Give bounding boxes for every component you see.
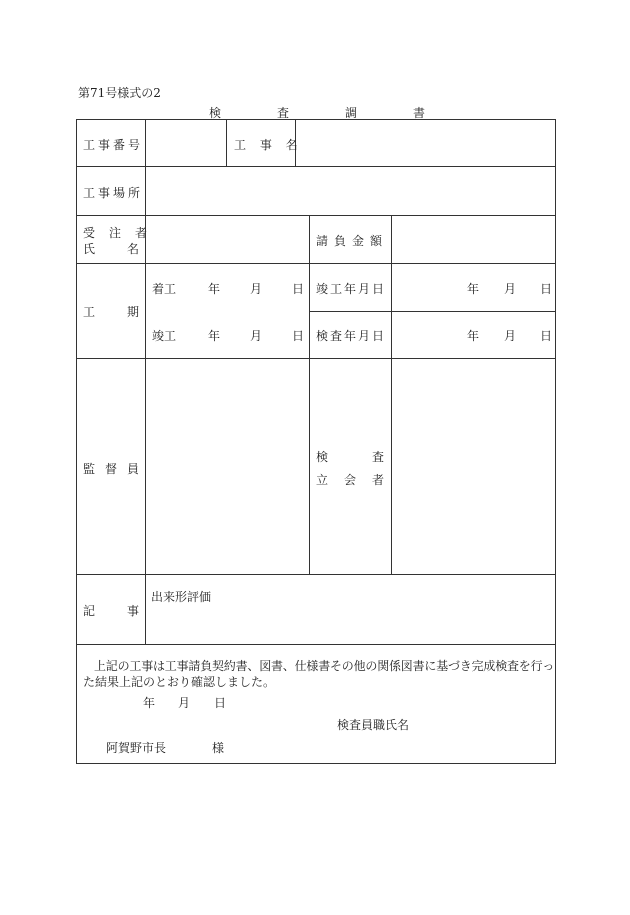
label-kantokuin-char2: 督 [104, 462, 117, 476]
label-kensa-char1: 検 [316, 450, 329, 464]
statement-line1: 上記の工事は工事請負契約書、図書、仕様書その他の関係図書に基づき完成検査を行っ [94, 659, 555, 673]
label-chakko: 着工 [152, 282, 177, 296]
label-kantokuin [83, 460, 139, 477]
label-kensa-date: 検査年月日 [316, 329, 387, 343]
shunko-date-nichi: 日 [540, 282, 553, 296]
label-kiji-char1: 記 [83, 604, 96, 618]
shunko-gatsu: 月 [250, 329, 263, 343]
label-shimei-char2: 名 [126, 242, 139, 256]
label-tachiaisha-char2: 会 [343, 473, 356, 487]
statement-date-nen: 年 [143, 696, 156, 710]
kensa-date-nichi: 日 [540, 329, 553, 343]
koji-bango-field[interactable] [146, 120, 226, 166]
statement-date-nichi: 日 [214, 696, 227, 710]
label-koji-mei: 工 事 名 [234, 138, 303, 152]
label-koki-char1: 工 [83, 305, 96, 319]
label-koji-basho: 工事場所 [83, 186, 144, 200]
ukeoi-kingaku-field[interactable] [392, 216, 555, 263]
title-char-4: 書 [412, 106, 425, 120]
label-tachiaisha-char1: 立 [316, 473, 329, 487]
label-tachiaisha-char3: 者 [371, 473, 384, 487]
chakko-gatsu: 月 [250, 282, 263, 296]
row-divider [76, 644, 556, 645]
label-kantokuin-char1: 監 [83, 462, 96, 476]
row-divider [309, 311, 556, 312]
kantokuin-field[interactable] [146, 359, 309, 574]
kensa-date-gatsu: 月 [504, 329, 517, 343]
koji-basho-field[interactable] [146, 167, 555, 215]
label-koji-bango: 工事番号 [83, 138, 144, 152]
label-koki-char2: 期 [126, 305, 139, 319]
statement-date-gatsu: 月 [178, 696, 191, 710]
label-shunko-date: 竣工年月日 [316, 282, 387, 296]
chakko-nen: 年 [208, 282, 221, 296]
title-char-1: 検 [208, 106, 221, 120]
addressee-sama: 様 [212, 741, 225, 755]
label-kiji [83, 602, 139, 619]
form-number: 第71号様式の2 [78, 86, 161, 100]
koji-mei-field[interactable] [296, 120, 555, 166]
title-char-3: 調 [344, 106, 357, 120]
dekigata-hyoka-label: 出来形評価 [151, 590, 212, 604]
shunko-date-gatsu: 月 [504, 282, 517, 296]
label-kensa [316, 448, 384, 465]
kiji-field[interactable] [146, 600, 555, 644]
col-divider [226, 119, 227, 166]
label-kensa-char2: 査 [371, 450, 384, 464]
label-ukeoi-kingaku: 請負金額 [316, 234, 389, 248]
row-divider [76, 574, 556, 575]
label-shimei-char1: 氏 [83, 242, 96, 256]
label-shimei [83, 240, 139, 257]
chakko-nichi: 日 [292, 282, 305, 296]
shunko-date-nen: 年 [467, 282, 480, 296]
shunko-nen: 年 [208, 329, 221, 343]
title-char-2: 査 [276, 106, 289, 120]
statement-line2: た結果上記のとおり確認しました。 [83, 675, 276, 689]
row-divider [76, 263, 556, 264]
label-shunko: 竣工 [152, 329, 177, 343]
label-tachiaisha [316, 471, 384, 488]
kensa-tachiaisha-field[interactable] [392, 359, 555, 574]
jutyusha-field[interactable] [146, 216, 309, 263]
inspector-name-label: 検査員職氏名 [337, 718, 410, 732]
label-jutyusha [83, 224, 162, 241]
addressee-label: 阿賀野市長 [106, 741, 167, 755]
label-jutyusha-1: 受注者 [83, 226, 162, 240]
col-divider [309, 215, 310, 574]
shunko-nichi: 日 [292, 329, 305, 343]
label-kantokuin-char3: 員 [126, 462, 139, 476]
label-koki [83, 303, 139, 320]
label-kiji-char2: 事 [126, 604, 139, 618]
kensa-date-nen: 年 [467, 329, 480, 343]
